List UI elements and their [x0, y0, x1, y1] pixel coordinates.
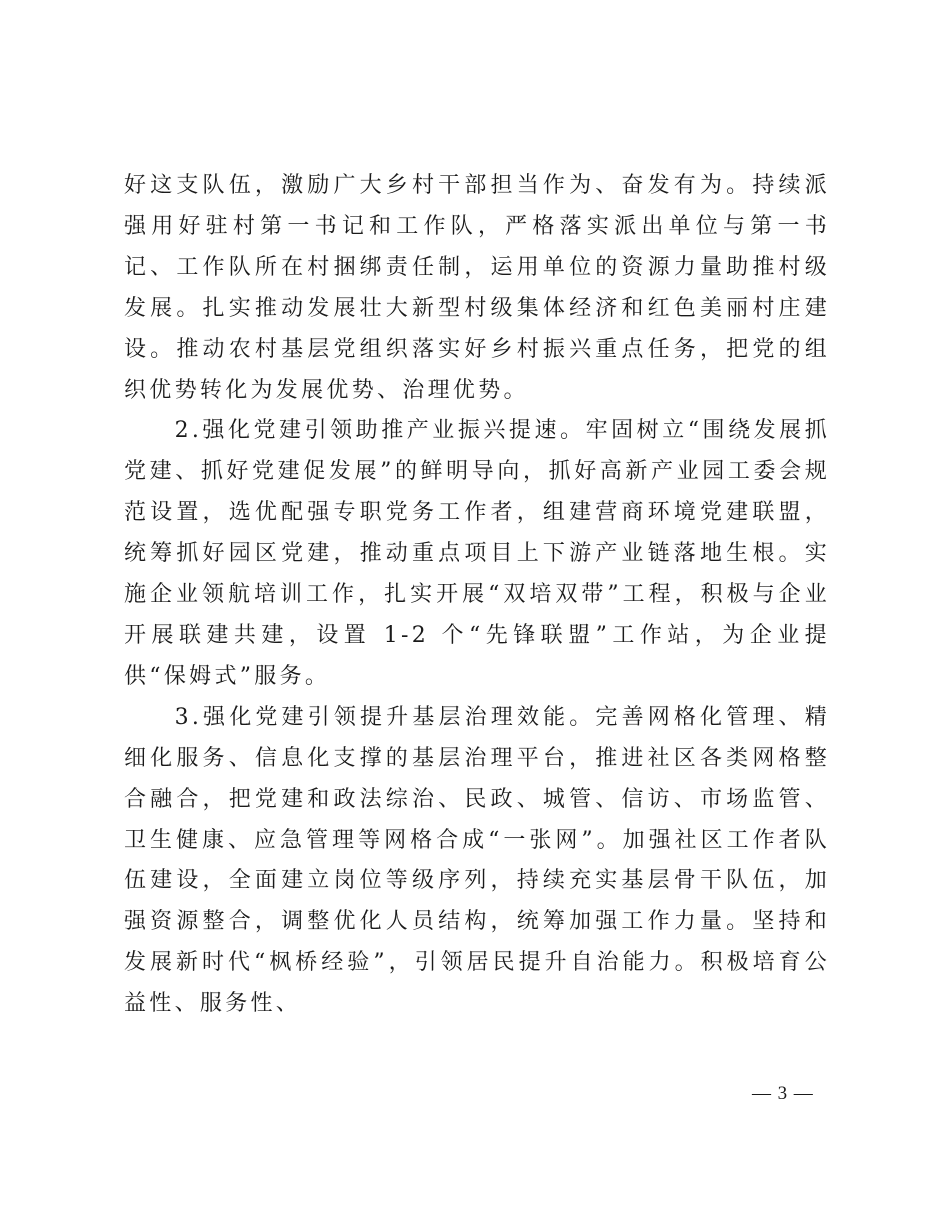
paragraph-continuation: 好这支队伍，激励广大乡村干部担当作为、奋发有为。持续派强用好驻村第一书记和工作队，严格落实派出单位与第一书记、工作队所在村捆绑责任制，运用单位的资源力量助推村级发展。扎实推动发展壮大新型村级集体经济和红色美丽村庄建设。推动农村基层党组织落实好乡村振兴重点任务，把党的组织优势转化为发展优势、治理优势。: [124, 173, 830, 403]
paragraph-industry-revitalization: 2.强化党建引领助推产业振兴提速。牢固树立“围绕发展抓党建、抓好党建促发展”的鲜明导向，抓好高新产业园工委会规范设置，选优配强专职党务工作者，组建营商环境党建联盟，统筹抓好园区党建，推动重点项目上下游产业链落地生根。实施企业领航培训工作，扎实开展“双培双带”工程，积极与企业开展联建共建，设置 1-2 个“先锋联盟”工作站，为企业提供“保姆式”服务。: [124, 418, 830, 689]
page-number: — 3 —: [752, 1083, 814, 1104]
document-body: [124, 166, 830, 1025]
paragraph-grassroots-governance: 3.强化党建引领提升基层治理效能。完善网格化管理、精细化服务、信息化支撑的基层治理平台，推进社区各类网格整合融合，把党建和政法综治、民政、城管、信访、市场监管、卫生健康、应急管理等网格合成“一张网”。加强社区工作者队伍建设，全面建立岗位等级序列，持续充实基层骨干队伍，加强资源整合，调整优化人员结构，统筹加强工作力量。坚持和发展新时代“枫桥经验”，引领居民提升自治能力。积极培育公益性、服务性、: [124, 704, 830, 1017]
